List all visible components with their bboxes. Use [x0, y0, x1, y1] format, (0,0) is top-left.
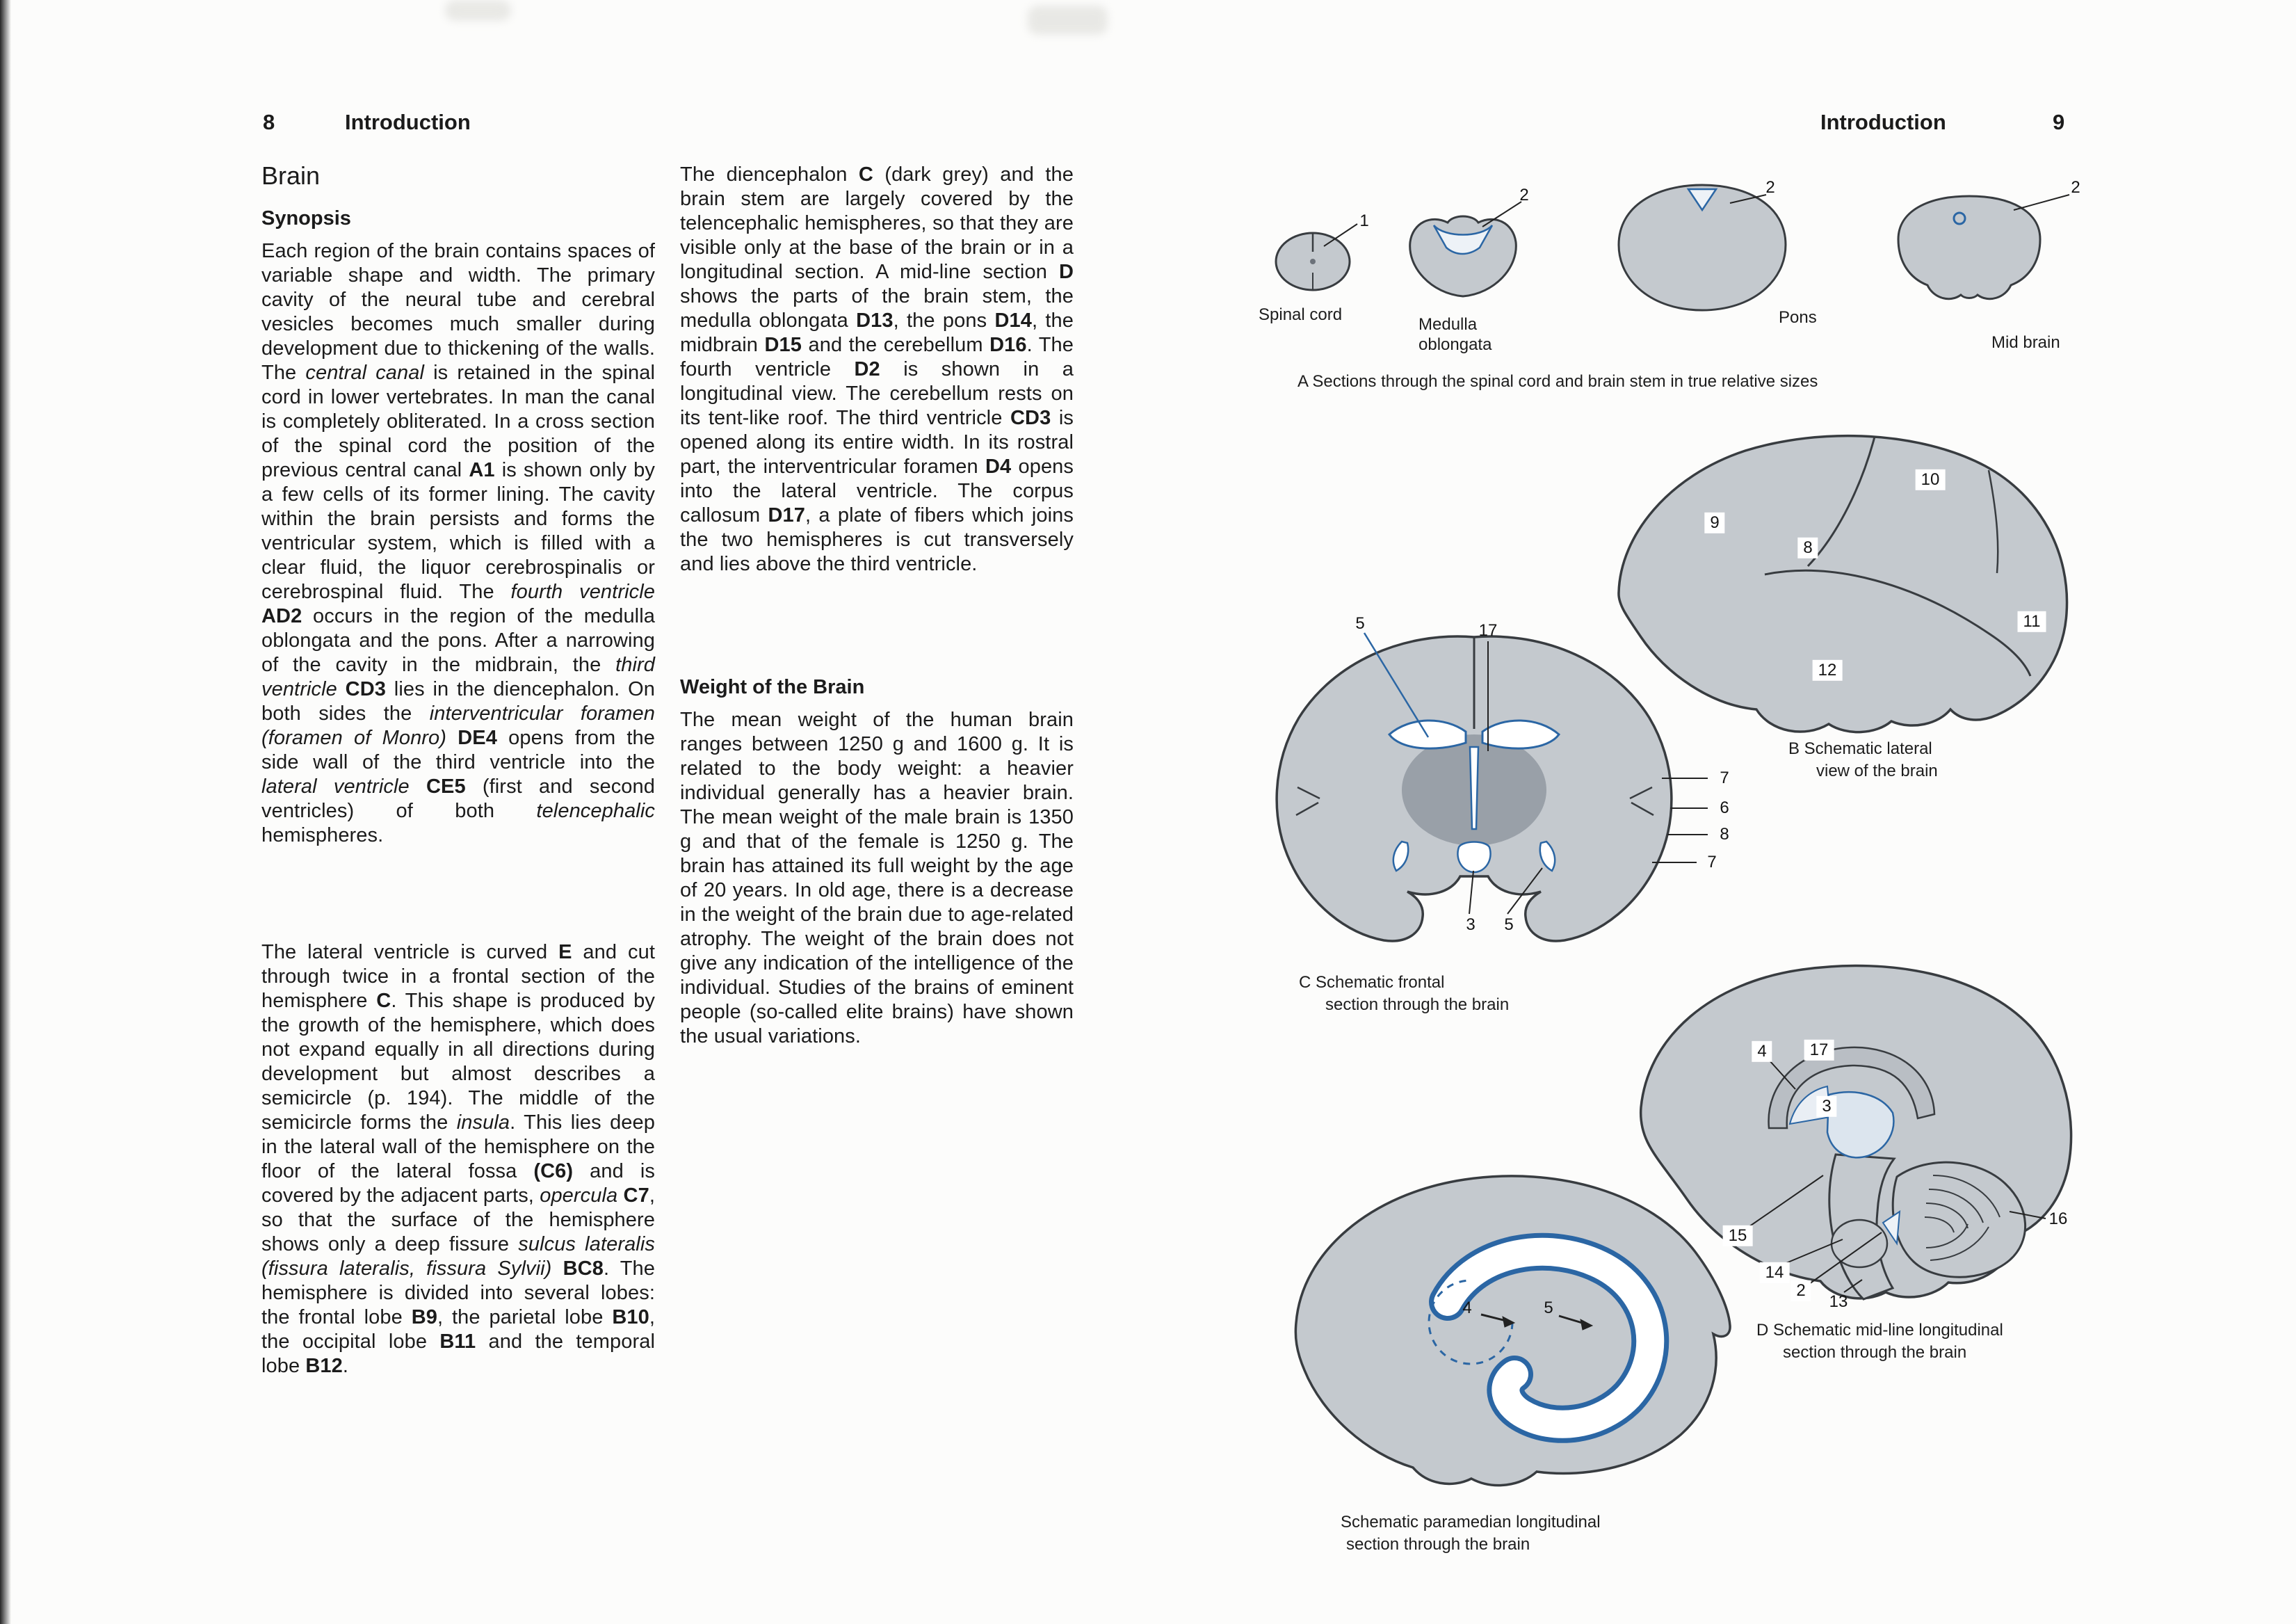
medulla-section	[1410, 216, 1517, 296]
figure-a-pointer-3: 2	[1765, 177, 1775, 197]
figure-b-number-12: 12	[1813, 660, 1843, 681]
figure-c-caption-line1: C Schematic frontal	[1299, 973, 1445, 992]
synopsis-paragraph-2: The lateral ventricle is curved E and cut through twice in a frontal section of the hemisphere C. This shape is produced by the growth of the hemisphere, which does not expand equally in all directions during development but almost describes a semicircle (p. 194). The middle of the semicircle forms the insula. This lies deep in the lateral wall of the hemisphere on the floor of the lateral fossa (C6) and is covered by the adjacent parts, opercula C7, so that the surface of the hemisphere shows only a deep fissure sulcus lateralis (fissura lateralis, fissura Sylvii) BC8. The hemisphere is divided into several lobes: the frontal lobe B9, the parietal lobe B10, the occipital lobe B11 and the temporal lobe B12.	[261, 941, 656, 1377]
figure-d-number-4: 4	[1752, 1041, 1772, 1062]
page-number-right: 9	[2053, 110, 2065, 134]
figure-d-caption-line1: D Schematic mid-line longitudinal	[1756, 1321, 2003, 1340]
synopsis-heading: Synopsis	[261, 207, 351, 230]
figure-a-caption: A Sections through the spinal cord and brain stem in true relative sizes	[1297, 372, 1818, 391]
figure-d-number-16: 16	[2048, 1209, 2068, 1228]
brain-stem-cut	[1457, 842, 1490, 873]
label-spinal-cord: Spinal cord	[1259, 305, 1343, 324]
figure-d-number-13: 13	[1829, 1292, 1848, 1311]
midbrain-section	[1898, 196, 2040, 299]
weight-paragraph: The mean weight of the human brain ranges between 1250 g and 1600 g. It is related to the body weight: a heavier individual generally has a heavier brain. The mean weight of the male brain is 1350 g and that of the female is 1250 g. The brain has attained its full weight by the age of 20 years. In old age, there is a decrease in the weight of the brain due to age-related atrophy. The weight of the brain does not give any indication of the intelligence of the individual. Studies of the brains of eminent people (so-called elite brains) have shown the usual variations.	[680, 709, 1074, 1047]
figure-d-number-17: 17	[1804, 1040, 1834, 1061]
figure-e-illustration	[1272, 1155, 1752, 1509]
column2-paragraph-1: The diencephalon C (dark grey) and the brain stem are largely covered by the telencephalic hemispheres, so that they are visible only at the base of the brain or in a longitudinal section. A mid-line section D shows the parts of the brain stem, the medulla oblongata D13, the pons D14, the midbrain D15 and the cerebellum D16. The fourth ventricle D2 is shown in a longitudinal view. The cerebellum rests on its tent-like roof. The third ventricle CD3 is opened along its entire width. In its rostral part, the interventricular foramen D4 opens into the lateral ventricle. The corpus callosum D17, a plate of fibers which joins the two hemispheres is cut transversely and lies above the third ventricle.	[680, 163, 1074, 575]
scan-smudge	[1028, 6, 1108, 35]
scan-smudge	[445, 0, 511, 21]
figure-c-number-17: 17	[1478, 620, 1498, 640]
page-number-left: 8	[263, 110, 275, 134]
figure-a-pointer-4: 2	[2071, 177, 2080, 197]
synopsis-paragraph-1: Each region of the brain contains spaces of variable shape and width. The primary cavity of the neural tube and cerebral vesicles becomes much smaller during development due to thickening of the walls. The central canal is retained in the spinal cord in lower vertebrates. In man the canal is completely obliterated. In a cross section of the spinal cord the position of the previous central canal A1 is shown only by a few cells of its former lining. The cavity within the brain persists and forms the ventricular system, which is filled with a clear fluid, the liquor cerebrospinalis or cerebrospinal fluid. The fourth ventricle AD2 occurs in the region of the medulla oblongata and the pons. After a narrowing of the cavity in the midbrain, the third ventricle CD3 lies in the diencephalon. On both sides the interventricular foramen (foramen of Monro) DE4 opens from the side wall of the third ventricle into the lateral ventricle CE5 (first and second ventricles) of both telencephalic hemispheres.	[261, 240, 656, 846]
figure-d-number-3: 3	[1816, 1096, 1836, 1117]
figure-e-caption-line2: section through the brain	[1346, 1535, 1530, 1554]
figure-b-caption-line2: view of the brain	[1816, 762, 1938, 780]
figure-e-number-5: 5	[1544, 1298, 1553, 1317]
figure-d-number-14: 14	[1760, 1262, 1790, 1283]
weight-heading: Weight of the Brain	[680, 676, 865, 698]
figure-d-number-2: 2	[1790, 1280, 1811, 1301]
figure-a-pointer-2: 2	[1519, 185, 1529, 204]
figure-b-caption-line1: B Schematic lateral	[1788, 739, 1932, 758]
figure-c-number-6: 6	[1720, 798, 1729, 817]
figure-d-number-15: 15	[1723, 1225, 1753, 1246]
pons-section	[1619, 185, 1786, 310]
figure-b-number-10: 10	[1916, 469, 1946, 490]
running-head-left: Introduction	[345, 110, 471, 134]
figure-b-number-11: 11	[2018, 611, 2046, 632]
figure-c-number-7b: 7	[1707, 852, 1717, 871]
figure-c-caption-line2: section through the brain	[1325, 995, 1510, 1014]
figure-a-illustration	[1245, 174, 2121, 362]
figure-c-number-3: 3	[1466, 915, 1476, 934]
figure-c-number-7a: 7	[1720, 768, 1729, 787]
section-title: Brain	[261, 161, 321, 190]
figure-e-caption-line1: Schematic paramedian longitudinal	[1341, 1513, 1601, 1531]
figure-c-number-5t: 5	[1355, 613, 1365, 633]
figure-d-caption-line2: section through the brain	[1783, 1343, 1967, 1362]
figure-e-number-4: 4	[1462, 1298, 1472, 1317]
figure-b-number-8: 8	[1797, 538, 1818, 558]
figure-c-number-5b: 5	[1504, 915, 1514, 934]
scan-edge-shadow	[0, 0, 11, 1624]
figure-b-number-9: 9	[1704, 513, 1724, 533]
label-medulla-oblongata: Medulla oblongata	[1418, 315, 1492, 354]
third-ventricle-slit	[1470, 747, 1478, 829]
label-mid-brain: Mid brain	[1991, 333, 2060, 352]
label-pons: Pons	[1779, 308, 1817, 327]
spinal-cord-section	[1276, 233, 1350, 290]
figure-c-illustration	[1245, 612, 1738, 974]
figure-c-number-8: 8	[1720, 824, 1729, 844]
leader-line-4	[2014, 195, 2069, 210]
figure-a-pointer-1: 1	[1359, 211, 1369, 230]
running-head-right: Introduction	[1820, 110, 1946, 134]
pons-bulge	[1832, 1220, 1887, 1267]
